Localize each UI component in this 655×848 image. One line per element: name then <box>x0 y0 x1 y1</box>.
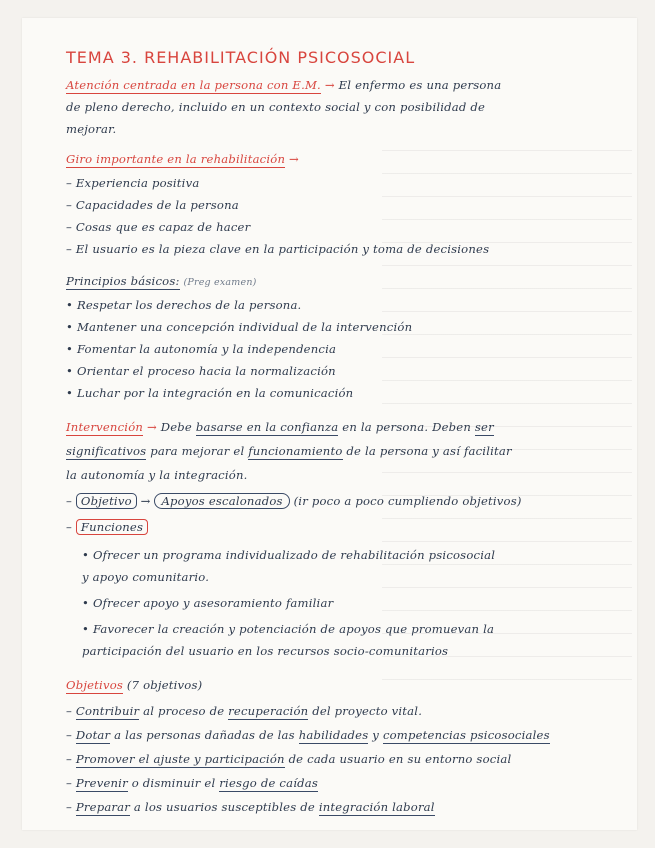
list-item: • Orientar el proceso hacia la normalización <box>66 364 336 378</box>
atencion-text: El enfermo es una persona <box>338 78 502 92</box>
intervencion-heading: Intervención <box>66 420 144 434</box>
list-item: • Ofrecer un programa individualizado de rehabilitación psicosocial <box>82 548 496 562</box>
list-item: • Ofrecer apoyo y asesoramiento familiar <box>82 596 334 610</box>
list-item: • Mantener una concepción individual de la intervención <box>66 320 413 334</box>
principios-note: (Preg examen) <box>183 277 257 288</box>
page-title: TEMA 3. REHABILITACIÓN PSICOSOCIAL <box>66 48 416 67</box>
objetivo-line: – Objetivo → Apoyos escalonados (ir poco a poco cumpliendo objetivos) <box>66 494 522 508</box>
giro-heading-line <box>66 152 617 166</box>
list-item: – Cosas que es capaz de hacer <box>66 220 251 234</box>
objetivos-heading: Objetivos <box>66 678 124 692</box>
arrow-icon: → <box>324 78 335 92</box>
principios-heading: Principios básicos: <box>66 274 180 288</box>
list-item: – Prevenir o disminuir el riesgo de caídas <box>66 776 319 790</box>
list-item: • Favorecer la creación y potenciación de apoyos que promuevan la <box>82 622 495 636</box>
atencion-line-3: mejorar. <box>66 122 117 136</box>
apoyos-escalonados-box: Apoyos escalonados <box>154 493 289 509</box>
atencion-line-2: de pleno derecho, incluido en un contexto social y con posibilidad de <box>66 100 486 114</box>
arrow-icon: → <box>146 420 157 434</box>
funciones-line: – Funciones <box>66 520 617 534</box>
list-item: – Experiencia positiva <box>66 176 200 190</box>
list-item-cont: y apoyo comunitario. <box>82 570 210 584</box>
arrow-icon: → <box>140 494 151 508</box>
list-item: • Luchar por la integración en la comunicación <box>66 386 354 400</box>
arrow-icon: → <box>289 152 299 166</box>
objetivos-note: (7 objetivos) <box>126 678 203 692</box>
objetivo-label: Objetivo <box>76 493 137 509</box>
atencion-line-1 <box>66 78 617 92</box>
list-item: • Fomentar la autonomía y la independencia <box>66 342 337 356</box>
funciones-label: Funciones <box>76 519 148 535</box>
intervencion-line-3: la autonomía y la integración. <box>66 468 248 482</box>
giro-heading: Giro importante en la rehabilitación <box>66 152 286 166</box>
list-item: – Promover el ajuste y participación de cada usuario en su entorno social <box>66 752 512 766</box>
principios-heading-line <box>66 274 617 288</box>
list-item: – Contribuir al proceso de recuperación del proyecto vital. <box>66 704 423 718</box>
list-item: – Capacidades de la persona <box>66 198 239 212</box>
intervencion-line-1: Intervención → Debe basarse en la confianza en la persona. Deben ser <box>66 420 494 434</box>
list-item: – Dotar a las personas dañadas de las habilidades y competencias psicosociales <box>66 728 550 742</box>
notebook-page <box>22 18 637 830</box>
list-item: – El usuario es la pieza clave en la participación y toma de decisiones <box>66 242 490 256</box>
list-item: – Preparar a los usuarios susceptibles de integración laboral <box>66 800 435 814</box>
list-item: • Respetar los derechos de la persona. <box>66 298 302 312</box>
list-item-cont: participación del usuario en los recursos socio-comunitarios <box>82 644 449 658</box>
intervencion-line-2: significativos para mejorar el funcionamiento de la persona y así facilitar <box>66 444 512 458</box>
atencion-heading: Atención centrada en la persona con E.M. <box>66 78 321 92</box>
objetivos-heading-line <box>66 678 617 692</box>
